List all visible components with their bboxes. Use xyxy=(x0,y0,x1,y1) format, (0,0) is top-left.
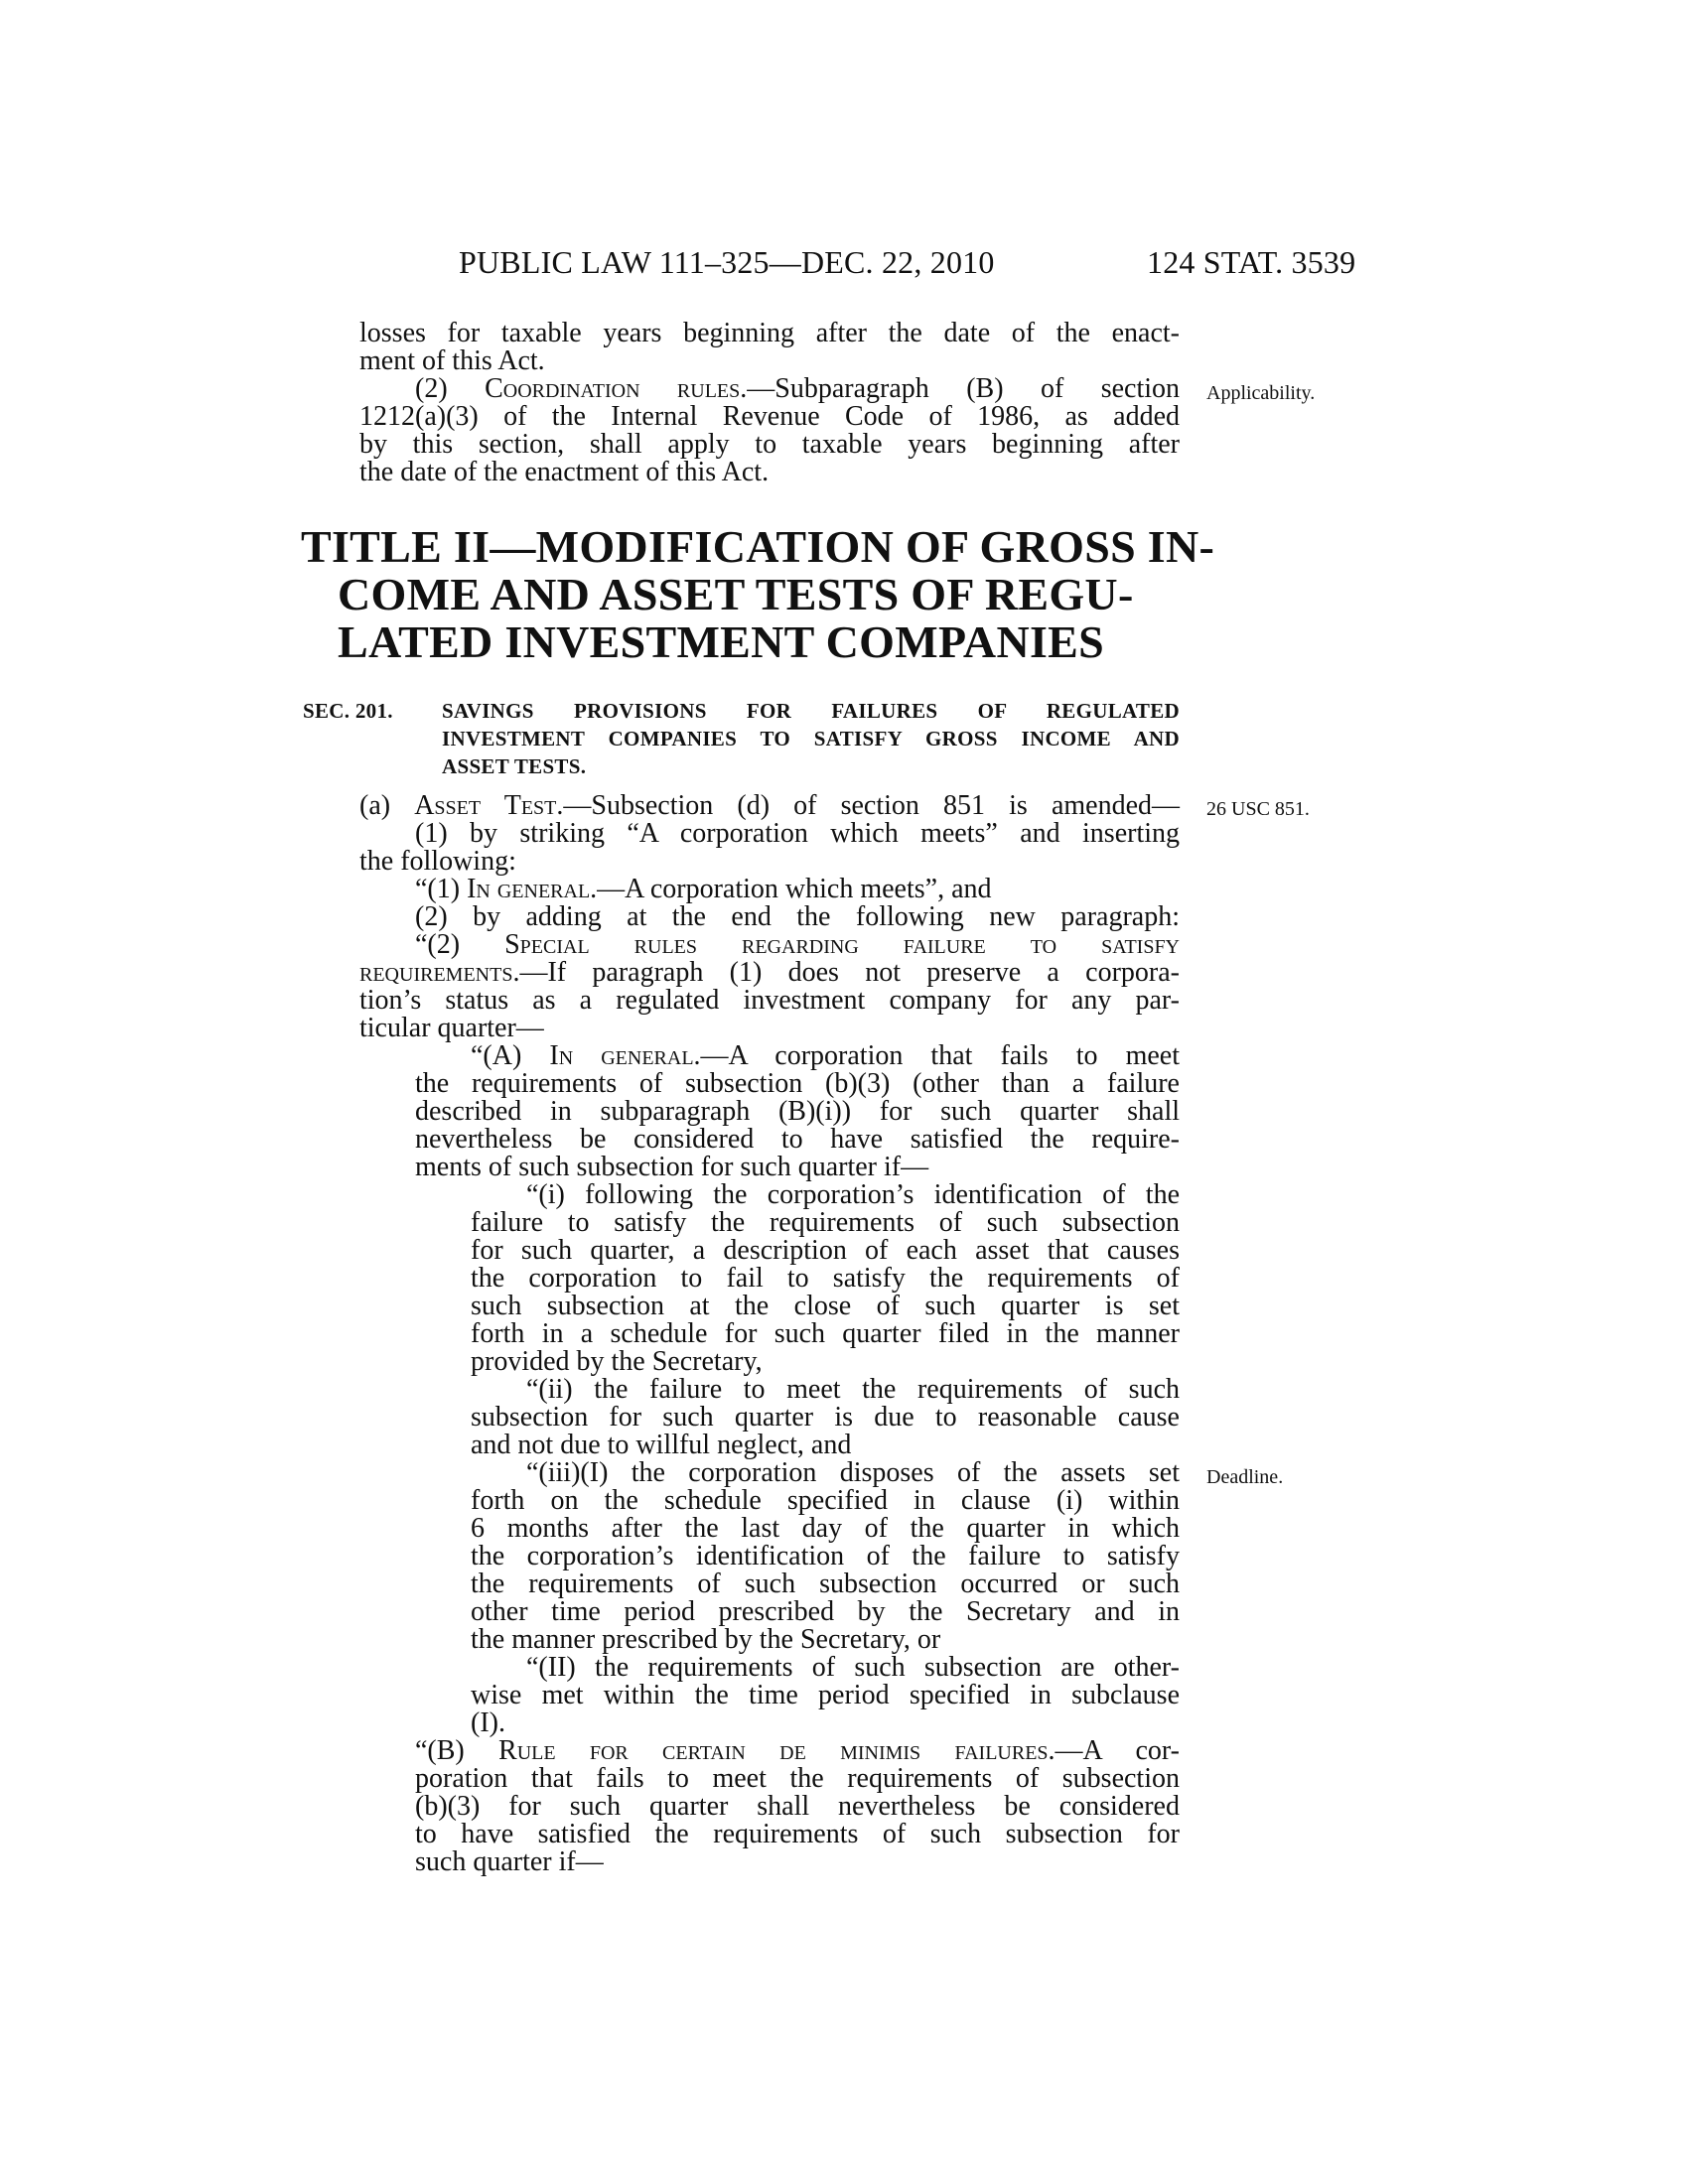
body-line: by this section, shall apply to taxable years beginning after xyxy=(359,429,1180,460)
body-line: subsection for such quarter is due to reasonable cause xyxy=(471,1402,1180,1433)
body-line xyxy=(359,959,1180,987)
body-line: (1) by striking “A corporation which meets” and inserting xyxy=(415,818,1180,849)
section-heading-line: INVESTMENT COMPANIES TO SATISFY GROSS INCOME AND xyxy=(442,727,1180,751)
body-line: failure to satisfy the requirements of such subsection xyxy=(471,1207,1180,1238)
body-line: nevertheless be considered to have satisfied the require- xyxy=(415,1124,1180,1155)
title-line-3: LATED INVESTMENT COMPANIES xyxy=(338,616,1105,667)
body-line: such quarter if— xyxy=(415,1846,604,1877)
body-line: ment of this Act. xyxy=(359,345,545,376)
body-line: the corporation to fail to satisfy the requirements of xyxy=(471,1263,1180,1294)
body-line xyxy=(415,375,1180,403)
body-line: tion’s status as a regulated investment company for any par- xyxy=(359,985,1180,1016)
body-line: losses for taxable years beginning after the date of the enact- xyxy=(359,318,1180,348)
para-text: .—A cor- xyxy=(1048,1735,1180,1766)
para-text: .—A corporation which meets”, and xyxy=(590,874,992,904)
body-line: “(ii) the failure to meet the requirements of such xyxy=(526,1374,1180,1405)
para-number: “(1) xyxy=(415,874,468,904)
para-text: .—A corporation that fails to meet xyxy=(693,1040,1181,1071)
para-number: (2) xyxy=(415,373,486,404)
body-line: provided by the Secretary, xyxy=(471,1346,763,1377)
title-line-1: TITLE II—MODIFICATION OF GROSS IN- xyxy=(301,521,1215,572)
section-number: SEC. 201. xyxy=(303,699,393,723)
body-line: the manner prescribed by the Secretary, or xyxy=(471,1624,941,1655)
para-text: .—If paragraph (1) does not preserve a corpora- xyxy=(512,957,1180,988)
para-number: “(2) xyxy=(415,929,505,960)
body-line: the requirements of such subsection occurred or such xyxy=(471,1569,1180,1599)
margin-note-applicability: Applicability. xyxy=(1206,382,1316,404)
para-text: .—Subsection (d) of section 851 is amended— xyxy=(556,790,1181,821)
para-number: (a) xyxy=(359,790,415,821)
body-line: the corporation’s identification of the failure to satisfy xyxy=(471,1541,1180,1571)
body-line: “(i) following the corporation’s identification of the xyxy=(526,1179,1180,1210)
body-line: such subsection at the close of such quarter is set xyxy=(471,1291,1180,1321)
body-line: ticular quarter— xyxy=(359,1013,544,1043)
running-header-citation: PUBLIC LAW 111–325—DEC. 22, 2010 xyxy=(459,244,995,280)
para-number: “(B) xyxy=(415,1735,499,1766)
body-line: (I). xyxy=(471,1707,505,1738)
body-line: described in subparagraph (B)(i)) for such quarter shall xyxy=(415,1096,1180,1127)
paragraph-heading: In general xyxy=(549,1040,694,1071)
para-number: “(A) xyxy=(471,1040,550,1071)
margin-note-usc: 26 USC 851. xyxy=(1206,798,1310,820)
paragraph-heading: In general xyxy=(467,874,591,904)
body-line: forth in a schedule for such quarter filed in the manner xyxy=(471,1318,1180,1349)
body-line: (b)(3) for such quarter shall nevertheless be considered xyxy=(415,1791,1180,1822)
paragraph-heading: Coordination rules xyxy=(485,373,741,404)
body-line: for such quarter, a description of each asset that causes xyxy=(471,1235,1180,1266)
body-line: poration that fails to meet the requirements of subsection xyxy=(415,1763,1180,1794)
paragraph-heading: Rule for certain de minimis failures xyxy=(498,1735,1049,1766)
body-line xyxy=(359,792,1180,820)
body-line: other time period prescribed by the Secretary and in xyxy=(471,1596,1180,1627)
body-line: to have satisfied the requirements of such subsection for xyxy=(415,1819,1180,1849)
body-line: the requirements of subsection (b)(3) (other than a failure xyxy=(415,1068,1180,1099)
body-line: 6 months after the last day of the quarter in which xyxy=(471,1513,1180,1544)
body-line: 1212(a)(3) of the Internal Revenue Code of 1986, as added xyxy=(359,401,1180,432)
body-line: and not due to willful neglect, and xyxy=(471,1430,852,1460)
body-line xyxy=(415,931,1180,959)
body-line: wise met within the time period specified in subclause xyxy=(471,1680,1180,1710)
body-line xyxy=(415,1737,1180,1765)
body-line: ments of such subsection for such quarter if— xyxy=(415,1152,929,1182)
body-line: “(iii)(I) the corporation disposes of the assets set xyxy=(526,1457,1180,1488)
section-heading-line: ASSET TESTS. xyxy=(442,754,587,778)
body-line: (2) by adding at the end the following new paragraph: xyxy=(415,901,1180,932)
body-line: forth on the schedule specified in clause (i) within xyxy=(471,1485,1180,1516)
body-line xyxy=(471,1042,1180,1070)
paragraph-heading: requirements xyxy=(359,957,513,988)
body-line: the date of the enactment of this Act. xyxy=(359,457,770,487)
title-line-2: COME AND ASSET TESTS OF REGU- xyxy=(338,569,1134,619)
body-line: “(II) the requirements of such subsection are other- xyxy=(526,1652,1180,1683)
body-line xyxy=(415,876,992,903)
body-line: the following: xyxy=(359,846,516,877)
para-text: .—Subparagraph (B) of section xyxy=(740,373,1181,404)
margin-note-deadline: Deadline. xyxy=(1206,1466,1284,1488)
running-header-page-number: 124 STAT. 3539 xyxy=(1147,244,1356,280)
section-heading-line: SAVINGS PROVISIONS FOR FAILURES OF REGULATED xyxy=(442,699,1180,723)
paragraph-heading: Special rules regarding failure to satisfy xyxy=(504,929,1181,960)
paragraph-heading: Asset Test xyxy=(414,790,557,821)
